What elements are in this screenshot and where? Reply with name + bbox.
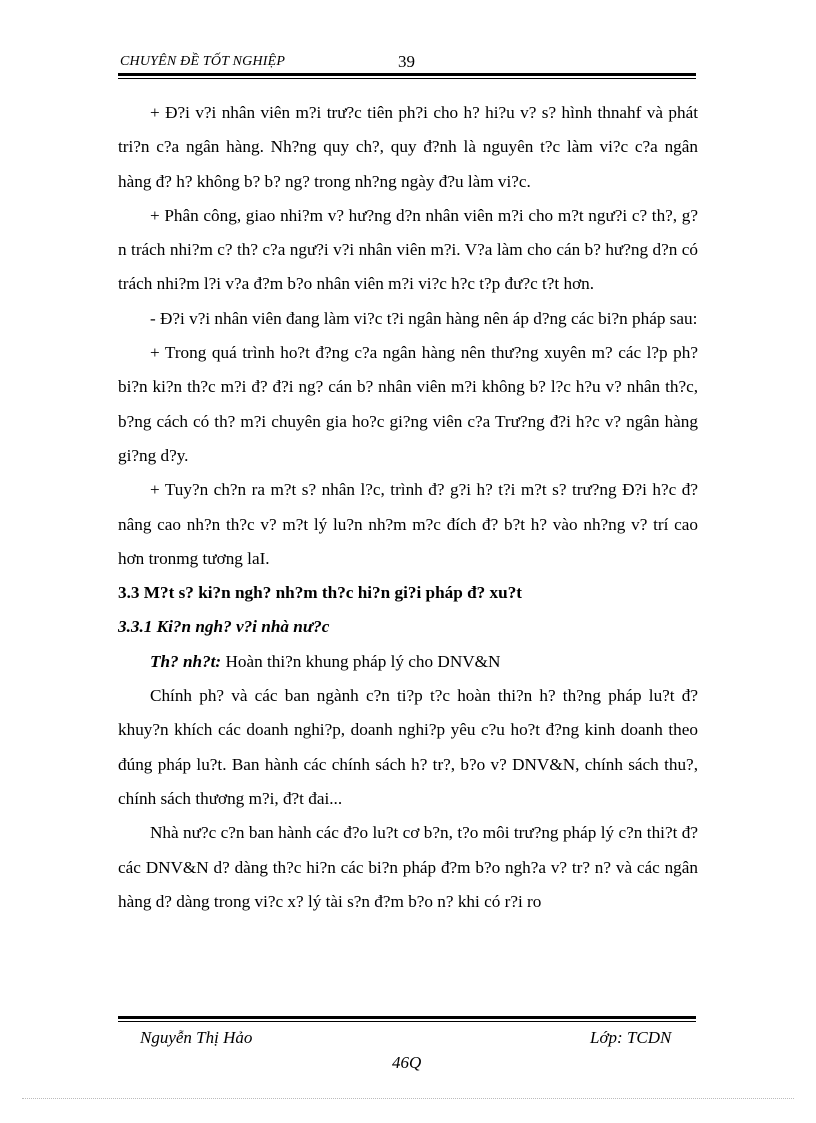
footer-rule <box>118 1016 696 1019</box>
lead-paragraph <box>118 645 698 679</box>
lead-text: Hoàn thi?n khung pháp lý cho DNV&N <box>221 651 501 671</box>
paragraph: + Trong quá trình ho?t đ?ng c?a ngân hàng nên thư?ng xuyên m? các l?p ph? bi?n ki?n th?c m?i đ? đ?i ng? cán b? nhân viên m?i không b? l?c h?u v? nhân th?c, b?ng cách có th? m?i chuyên gia ho?c gi?ng viên c?a Trư?ng đ?i h?c v? ngân hàng gi?ng d?y. <box>118 343 698 465</box>
subsection-heading: 3.3.1 Ki?n ngh? v?i nhà nư?c <box>118 617 330 637</box>
paragraph: Nhà nư?c c?n ban hành các đ?o lu?t cơ b?n, t?o môi trư?ng pháp lý c?n thi?t đ? các DNV&N d? dàng th?c hi?n các bi?n pháp đ?m b?o ngh?a v? tr? n? và các ngân hàng d? dàng trong vi?c x? lý tài s?n đ?m b?o n? khi có r?i ro <box>118 823 698 911</box>
footer-author: Nguyễn Thị Hảo <box>140 1028 253 1047</box>
footer-class: Lớp: TCDN <box>590 1028 672 1047</box>
document-title: CHUYÊN ĐỀ TỐT NGHIỆP <box>120 54 286 69</box>
paragraph: Chính ph? và các ban ngành c?n ti?p t?c hoàn thi?n h? th?ng pháp lu?t đ? khuy?n khích các doanh nghi?p, doanh nghi?p yêu c?u ho?t đ?ng kinh doanh theo đúng pháp lu?t. Ban hành các chính sách h? tr?, b?o v? DNV&N, chính sách thu?, chính sách thương m?i, đ?t đai... <box>118 686 698 808</box>
footer-rule-thin <box>118 1021 696 1022</box>
paragraph: + Đ?i v?i nhân viên m?i trư?c tiên ph?i cho h? hi?u v? s? hình thnahf và phát tri?n c?a ngân hàng. Nh?ng quy ch?, quy đ?nh là nguyên t?c làm vi?c c?a ngân hàng đ? h? không b? b? ng? trong nh?ng ngày đ?u làm vi?c. <box>118 103 698 191</box>
lead-label: Th? nh?t: <box>150 651 222 671</box>
paragraph: + Tuy?n ch?n ra m?t s? nhân l?c, trình đ? g?i h? t?i m?t s? trư?ng Đ?i h?c đ? nâng cao nh?n th?c v? m?t lý lu?n nh?m m?c đích đ? b?t h? vào nh?ng v? trí cao hơn tronmg tương laI. <box>118 480 698 568</box>
header-rule <box>118 73 696 76</box>
page-bottom-divider <box>22 1098 794 1099</box>
footer-code: 46Q <box>392 1053 422 1072</box>
page-number: 39 <box>398 52 415 71</box>
paragraph: + Phân công, giao nhi?m v? hư?ng d?n nhân viên m?i cho m?t ngư?i c? th?, g?n trách nhi?m c? th? c?a ngư?i v?i nhân viên m?i. V?a làm cho cán b? hư?ng d?n có trách nhi?m l?i v?a đ?m b?o nhân viên m?i vi?c h?c t?p đư?c t?t hơn. <box>118 205 698 294</box>
header-rule-thin <box>118 78 696 79</box>
document-body <box>118 96 698 919</box>
section-heading: 3.3 M?t s? ki?n ngh? nh?m th?c hi?n gi?i pháp đ? xu?t <box>118 583 523 603</box>
paragraph: - Đ?i v?i nhân viên đang làm vi?c t?i ngân hàng nên áp d?ng các bi?n pháp sau: <box>150 308 698 328</box>
